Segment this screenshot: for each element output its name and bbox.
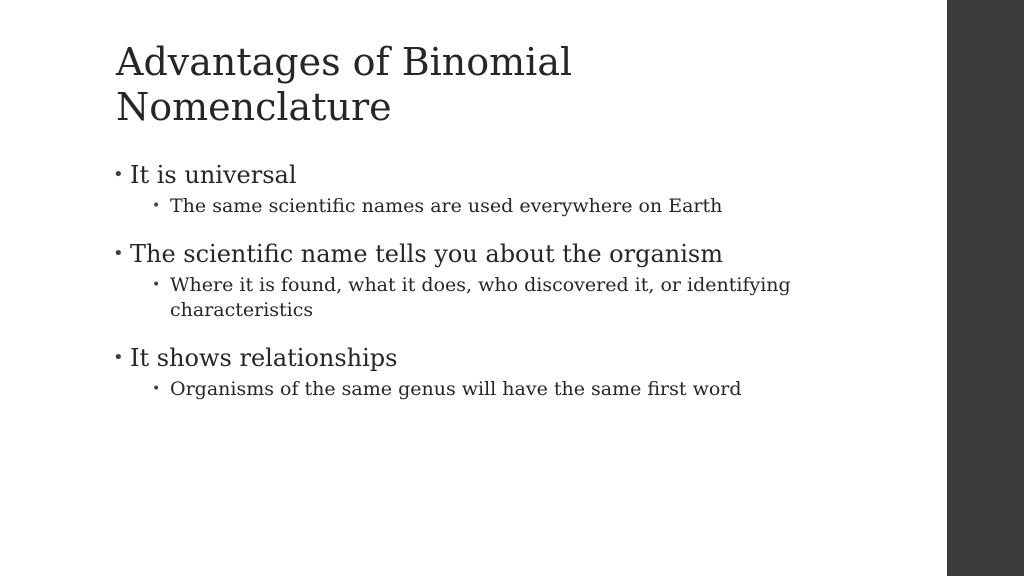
sub-bullet-text: Where it is found, what it does, who discovered it, or identifying characteristics: [170, 274, 791, 321]
sub-bullet-text: The same scientific names are used everywhere on Earth: [170, 195, 723, 217]
bullet-list: [113, 158, 933, 420]
sub-bullet-item: [152, 273, 933, 323]
bullet-item-universal: [113, 158, 933, 219]
bullet-icon: •: [113, 164, 124, 185]
sub-bullet-icon: •: [152, 198, 161, 214]
bullet-text: It is universal: [130, 161, 297, 189]
title-line-2: Nomenclature: [116, 85, 392, 129]
sub-bullet-list: [130, 273, 933, 323]
title-line-1: Advantages of Binomial: [116, 40, 573, 84]
side-accent-bar: [947, 0, 1024, 576]
bullet-icon: •: [113, 243, 124, 264]
sub-bullet-icon: •: [152, 277, 161, 293]
sub-bullet-list: [130, 194, 933, 219]
sub-bullet-list: [130, 377, 933, 402]
slide-title: [116, 40, 916, 130]
bullet-text: It shows relationships: [130, 344, 398, 372]
sub-bullet-item: [152, 377, 933, 402]
bullet-item-relationships: [113, 341, 933, 402]
bullet-text: The scientific name tells you about the organism: [130, 240, 723, 268]
bullet-icon: •: [113, 347, 124, 368]
bullet-item-scientific-name: [113, 237, 933, 323]
sub-bullet-icon: •: [152, 381, 161, 397]
sub-bullet-text: Organisms of the same genus will have the same first word: [170, 378, 742, 400]
sub-bullet-item: [152, 194, 933, 219]
